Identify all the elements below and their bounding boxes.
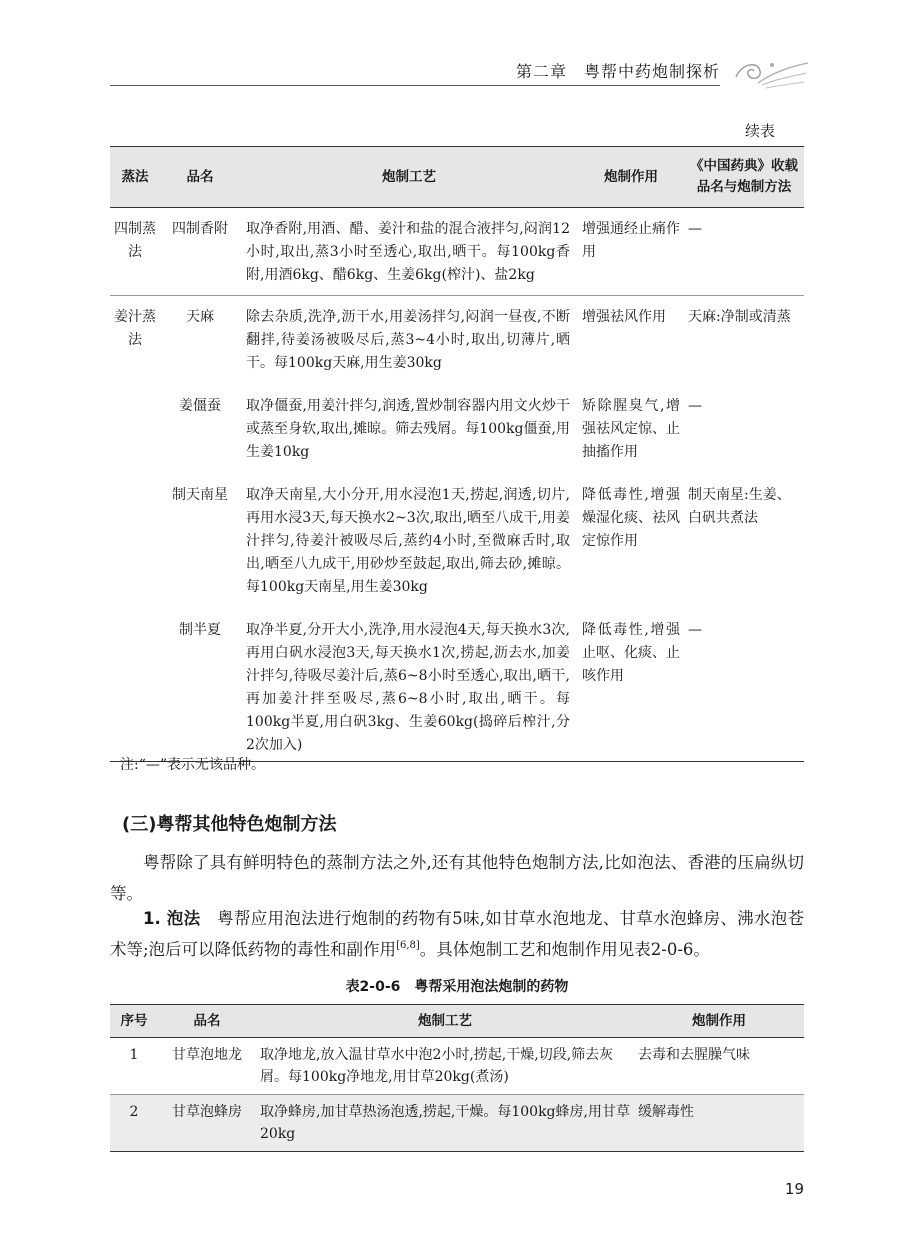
chapter-title: 第二章 粤帮中药炮制探析 [515, 62, 720, 81]
header-effect: 炮制作用 [634, 1005, 804, 1038]
cell-no: 2 [110, 1095, 158, 1152]
cell-effect: 降低毒性,增强燥湿化痰、祛风定惊作用 [582, 487, 680, 549]
table-row [110, 296, 804, 380]
cell-pharmacopoeia: — [684, 208, 804, 296]
cell-process: 取净天南星,大小分开,用水浸泡1天,捞起,润透,切片,再用水浸3天,每天换水2~3次,取出,晒至八成干,用姜汁拌匀,待姜汁被吸尽后,蒸约4小时,至微麻舌时,取出,晒至八九成干,用砂炒至鼓起,取出,筛去砂,摊晾。每100kg天南星,用生姜30kg [246, 487, 570, 595]
cell-process: 取净半夏,分开大小,洗净,用水浸泡4天,每天换水3次,再用白矾水浸泡3天,每天换水1次,捞起,沥去水,加姜汁拌匀,待吸尽姜汁后,蒸6~8小时至透心,取出,晒干,再加姜汁拌至吸尽,蒸6~8小时,取出,晒干。每100kg半夏,用白矾3kg、生姜60kg(捣碎后榨汁,分2次加入) [240, 603, 578, 762]
cell-method: 姜汁蒸法 [110, 296, 160, 762]
paragraph-lead: 1. 泡法 [143, 909, 201, 928]
steaming-methods-table [110, 146, 804, 762]
cell-process: 取净地龙,放入温甘草水中泡2小时,捞起,干燥,切段,筛去灰屑。每100kg净地龙,用甘草20kg(煮汤) [256, 1038, 634, 1095]
table-caption: 表2-0-6 粤帮采用泡法炮制的药物 [345, 979, 569, 995]
table-note: 注:“—”表示无该品种。 [120, 757, 266, 773]
cell-effect: 去毒和去腥臊气味 [634, 1038, 804, 1095]
table-row [110, 379, 804, 468]
cell-method: 四制蒸法 [110, 208, 160, 296]
cell-pharmacopoeia: — [684, 603, 804, 762]
paragraph-body: 粤帮应用泡法进行炮制的药物有5味,如甘草水泡地龙、甘草水泡蜂房、沸水泡苍术等;泡后可以降低药物的毒性和副作用 [110, 909, 804, 959]
header-process: 炮制工艺 [240, 147, 578, 208]
cell-effect: 增强祛风作用 [582, 309, 666, 325]
cell-process: 取净香附,用酒、醋、姜汁和盐的混合液拌匀,闷润12小时,取出,蒸3小时至透心,取出,晒干。每100kg香附,用酒6kg、醋6kg、生姜6kg(榨汁)、盐2kg [240, 208, 578, 296]
cell-name: 制天南星 [172, 487, 228, 503]
paragraph-soaking-method [110, 903, 804, 965]
table-row [110, 1038, 804, 1095]
cell-effect: 降低毒性,增强止呕、化痰、止咳作用 [578, 603, 684, 762]
swirl-ornament-icon [732, 55, 810, 89]
cell-name: 天麻 [186, 309, 214, 325]
header-rule [110, 85, 720, 86]
citation: [6,8] [396, 940, 420, 951]
header-pharmacopoeia [684, 147, 804, 208]
table-row [110, 1095, 804, 1152]
header-name: 品名 [158, 1005, 256, 1038]
section-heading: (三)粤帮其他特色炮制方法 [122, 814, 337, 835]
paragraph-intro: 粤帮除了具有鲜明特色的蒸制方法之外,还有其他特色炮制方法,比如泡法、香港的压扁纵切等。 [110, 853, 804, 903]
table-header-row [110, 147, 804, 208]
table-header-row [110, 1005, 804, 1038]
cell-name: 制半夏 [160, 603, 240, 762]
cell-pharmacopoeia: — [688, 398, 702, 414]
cell-process: 取净蜂房,加甘草热汤泡透,捞起,干燥。每100kg蜂房,用甘草20kg [256, 1095, 634, 1152]
cell-effect: 缓解毒性 [634, 1095, 804, 1152]
cell-process: 除去杂质,洗净,沥干水,用姜汤拌匀,闷润一昼夜,不断翻拌,待姜汤被吸尽后,蒸3~4小时,取出,切薄片,晒干。每100kg天麻,用生姜30kg [246, 309, 570, 371]
header-pharmacopoeia-line2: 品名与炮制方法 [696, 179, 792, 195]
cell-pharmacopoeia: 天麻:净制或清蒸 [688, 309, 791, 325]
header-effect: 炮制作用 [578, 147, 684, 208]
soaking-methods-table [110, 1004, 804, 1152]
page-number: 19 [784, 1180, 804, 1198]
cell-pharmacopoeia: 制天南星:生姜、白矾共煮法 [688, 487, 791, 526]
table-row [110, 208, 804, 296]
cell-effect: 矫除腥臭气,增强祛风定惊、止抽搐作用 [582, 398, 680, 460]
table-row [110, 603, 804, 762]
header-name: 品名 [160, 147, 240, 208]
cell-name: 四制香附 [160, 208, 240, 296]
header-no: 序号 [110, 1005, 158, 1038]
header-method: 蒸法 [110, 147, 160, 208]
cell-no: 1 [110, 1038, 158, 1095]
cell-name: 甘草泡地龙 [158, 1038, 256, 1095]
running-header [110, 55, 810, 89]
cell-effect: 增强通经止痛作用 [578, 208, 684, 296]
paragraph-tail: 。具体炮制工艺和炮制作用见表2-0-6。 [419, 940, 710, 959]
table-row [110, 468, 804, 603]
cell-name: 姜僵蚕 [179, 398, 221, 414]
header-process: 炮制工艺 [256, 1005, 634, 1038]
header-pharmacopoeia-line1: 《中国药典》收载 [690, 158, 798, 174]
continued-label: 续表 [745, 122, 776, 140]
cell-process: 取净僵蚕,用姜汁拌匀,润透,置炒制容器内用文火炒干或蒸至身软,取出,摊晾。筛去残屑。每100kg僵蚕,用生姜10kg [246, 398, 570, 460]
cell-name: 甘草泡蜂房 [158, 1095, 256, 1152]
